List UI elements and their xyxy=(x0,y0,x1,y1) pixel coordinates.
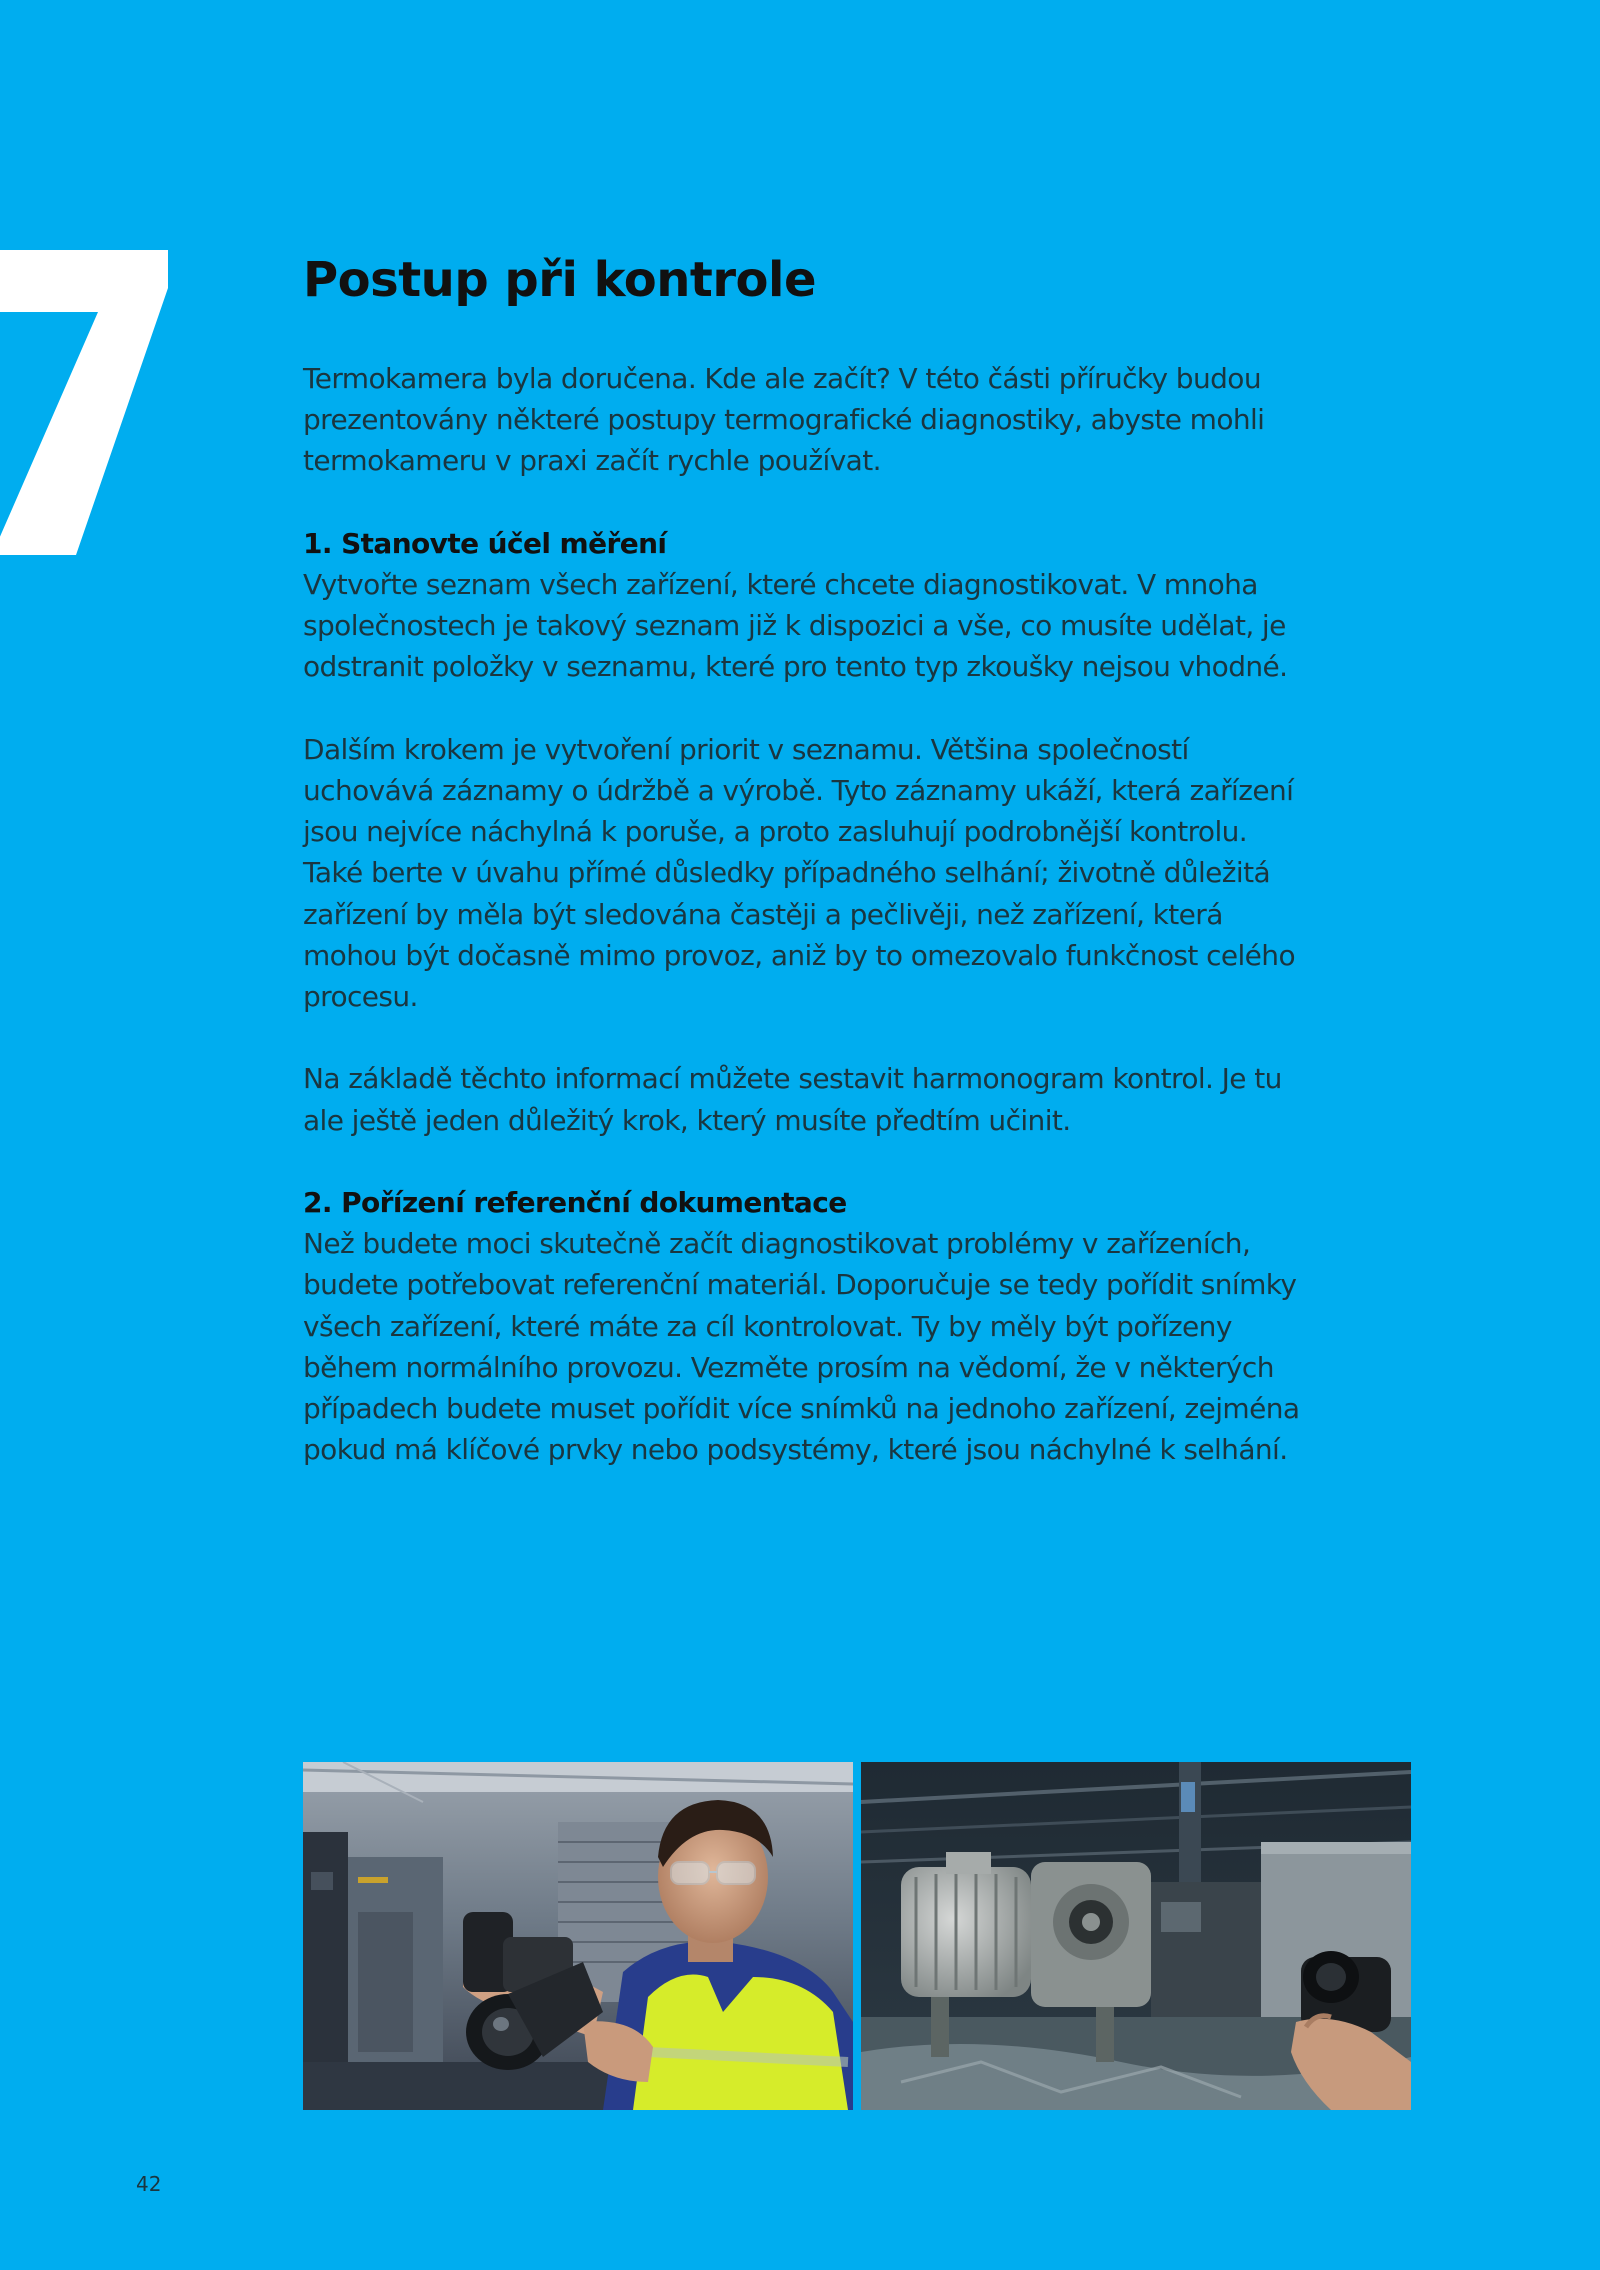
section-1-heading: 1. Stanovte účel měření xyxy=(303,526,667,560)
section-1-paragraph: Na základě těchto informací můžete sestavit harmonogram kontrol. Je tu ale ještě jeden důležitý krok, který musíte předtím učinit. xyxy=(303,1062,1282,1137)
section-1-paragraph: Vytvořte seznam všech zařízení, které chcete diagnostikovat. V mnoha společnostech je takový seznam již k dispozici a vše, co musíte udělat, je odstranit položky v seznamu, které pro tento typ zkoušky nejsou vhodné. xyxy=(303,568,1288,684)
section-1-paragraph: Dalším krokem je vytvoření priorit v seznamu. Většina společností uchovává záznamy o údržbě a výrobě. Tyto záznamy ukáží, která zařízení jsou nejvíce náchylná k poruše, a proto zasluhují podrobnější kontrolu. Také berte v úvahu přímé důsledky případného selhání; životně důležitá zařízení by měla být sledována častěji a pečlivěji, než zařízení, která mohou být dočasně mimo provoz, aniž by to omezovalo funkčnost celého procesu. xyxy=(303,732,1295,1014)
page-title: Postup při kontrole xyxy=(303,252,816,308)
intro-paragraph: Termokamera byla doručena. Kde ale začít? V této části příručky budou prezentovány některé postupy termografické diagnostiky, abyste mohli termokameru v praxi začít rychle používat. xyxy=(303,362,1265,478)
page-number: 42 xyxy=(136,2172,162,2196)
photo-motor-inspection xyxy=(861,1762,1411,2110)
chapter-number-7 xyxy=(0,250,182,555)
section-2-heading: 2. Pořízení referenční dokumentace xyxy=(303,1186,847,1219)
photo-technician-with-camera xyxy=(303,1762,853,2110)
section-2-paragraph: Než budete moci skutečně začít diagnostikovat problémy v zařízeních, budete potřebovat referenční materiál. Doporučuje se tedy pořídit snímky všech zařízení, které máte za cíl kontrolovat. Ty by měly být pořízeny během normálního provozu. Vezměte prosím na vědomí, že v některých případech budete muset pořídit více snímků na jednoho zařízení, zejména pokud má klíčové prvky nebo podsystémy, které jsou náchylné k selhání. xyxy=(303,1227,1300,1467)
body-text xyxy=(303,358,1313,1512)
